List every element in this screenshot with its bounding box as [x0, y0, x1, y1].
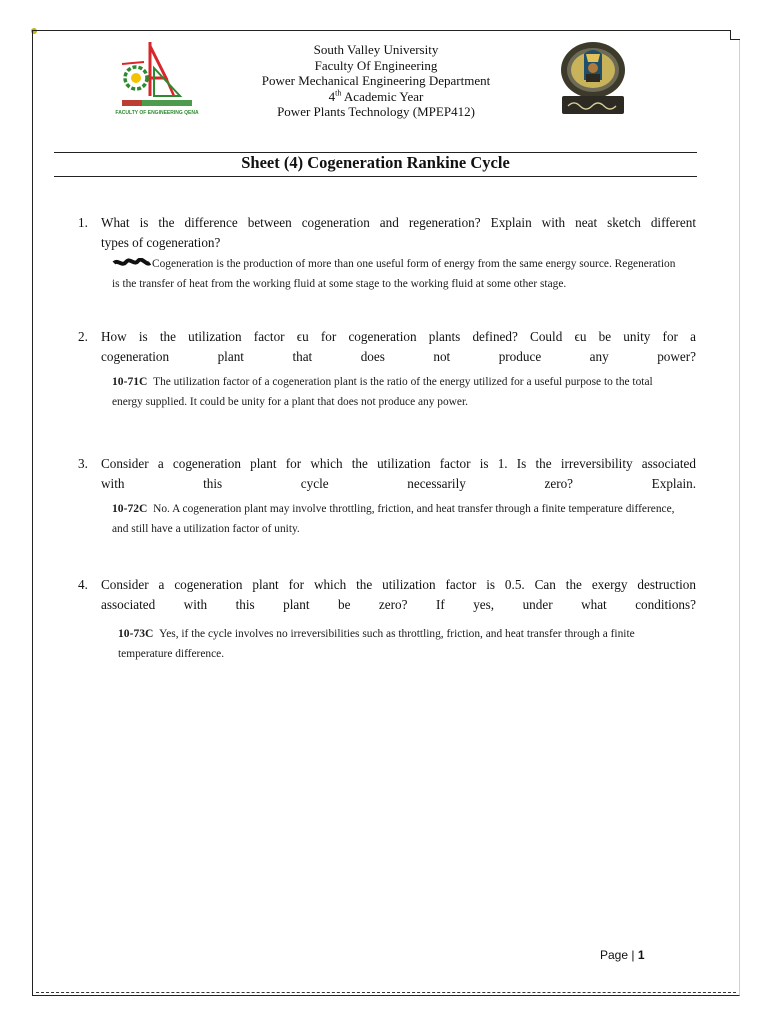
question-text-line-2: types of cogeneration?: [101, 234, 221, 250]
university-seal-logo: [556, 40, 630, 118]
page-number: 1: [637, 948, 645, 962]
answer-line-2: temperature difference.: [118, 648, 225, 660]
answer-text: Yes, if the cycle involves no irreversibilities such as throttling, friction, and heat transfer through a finite: [159, 628, 635, 640]
answer-4: [118, 624, 738, 664]
university-name: South Valley University: [313, 42, 439, 57]
answer-text: Cogeneration is the production of more than one useful form of energy from the same energy source. Regeneration: [152, 258, 676, 270]
question-number: 4.: [78, 577, 88, 592]
question-2: [78, 327, 696, 366]
answer-code: 10-73C: [118, 627, 154, 640]
answer-line-1: [112, 499, 742, 519]
faculty-name: Faculty Of Engineering: [314, 57, 438, 73]
answer-line-2: and still have a utilization factor of unity.: [112, 523, 300, 535]
answer-code: 10-72C: [112, 502, 148, 515]
question-text-line-1: How is the utilization factor ϵu for cogeneration plants defined? Could ϵu be unity for a: [101, 329, 696, 344]
sheet-title: Sheet (4) Cogeneration Rankine Cycle: [241, 153, 510, 172]
question-number: 3.: [78, 456, 88, 471]
question-text-line-2: cogeneration plant that does not produce any power?: [101, 348, 696, 364]
title-rule-bottom: [54, 176, 697, 177]
faculty-logo-caption: FACULTY OF ENGINEERING QENA: [115, 110, 199, 116]
page-footer: [600, 948, 720, 962]
academic-year-number: 4: [328, 88, 336, 104]
question-text-line-2: with this cycle necessarily zero? Explain.: [101, 475, 696, 491]
answer-3: [112, 499, 742, 539]
question-number: 2.: [78, 329, 88, 344]
page-corner-fold: [730, 30, 740, 40]
answer-line-1: [112, 254, 732, 274]
page-label: Page: [600, 948, 629, 962]
academic-year: [200, 89, 552, 105]
question-text-line-1: Consider a cogeneration plant for which the utilization factor is 0.5. Can the exergy destruction: [101, 577, 696, 592]
academic-year-label: Academic Year: [341, 88, 424, 104]
question-text-line-1: Consider a cogeneration plant for which the utilization factor is 1. Is the irreversibility associated: [101, 456, 696, 471]
question-1: [78, 213, 696, 252]
course-name: Power Plants Technology (MPEP412): [277, 104, 475, 120]
question-text-line-2: associated with this plant be zero? If yes, under what conditions?: [101, 596, 696, 612]
question-3: [78, 454, 696, 493]
answer-text: The utilization factor of a cogeneration plant is the ratio of the energy utilized for a useful purpose to the total: [153, 376, 653, 388]
answer-line-2: is the transfer of heat from the working fluid at some stage to the working fluid at some other stage.: [112, 278, 567, 290]
scribbled-answer-code: [112, 255, 152, 265]
answer-line-1: [118, 624, 738, 644]
answer-code: 10-71C: [112, 375, 148, 388]
answer-line-1: [112, 372, 742, 392]
answer-line-2: energy supplied. It could be unity for a plant that does not produce any power.: [112, 396, 468, 408]
department-name: Power Mechanical Engineering Department: [261, 73, 491, 89]
bottom-dashed-line: [36, 992, 736, 993]
academic-year-ordinal: th: [335, 88, 342, 98]
answer-1: [112, 254, 732, 294]
question-number: 1.: [78, 215, 88, 230]
page-separator: |: [631, 948, 635, 962]
answer-text: No. A cogeneration plant may involve throttling, friction, and heat transfer through a finite temperature difference,: [153, 503, 675, 515]
answer-2: [112, 372, 742, 412]
institution-header: [200, 42, 552, 120]
question-text-line-1: What is the difference between cogeneration and regeneration? Explain with neat sketch different: [101, 215, 696, 230]
question-4: [78, 575, 696, 614]
faculty-logo: [108, 40, 204, 118]
